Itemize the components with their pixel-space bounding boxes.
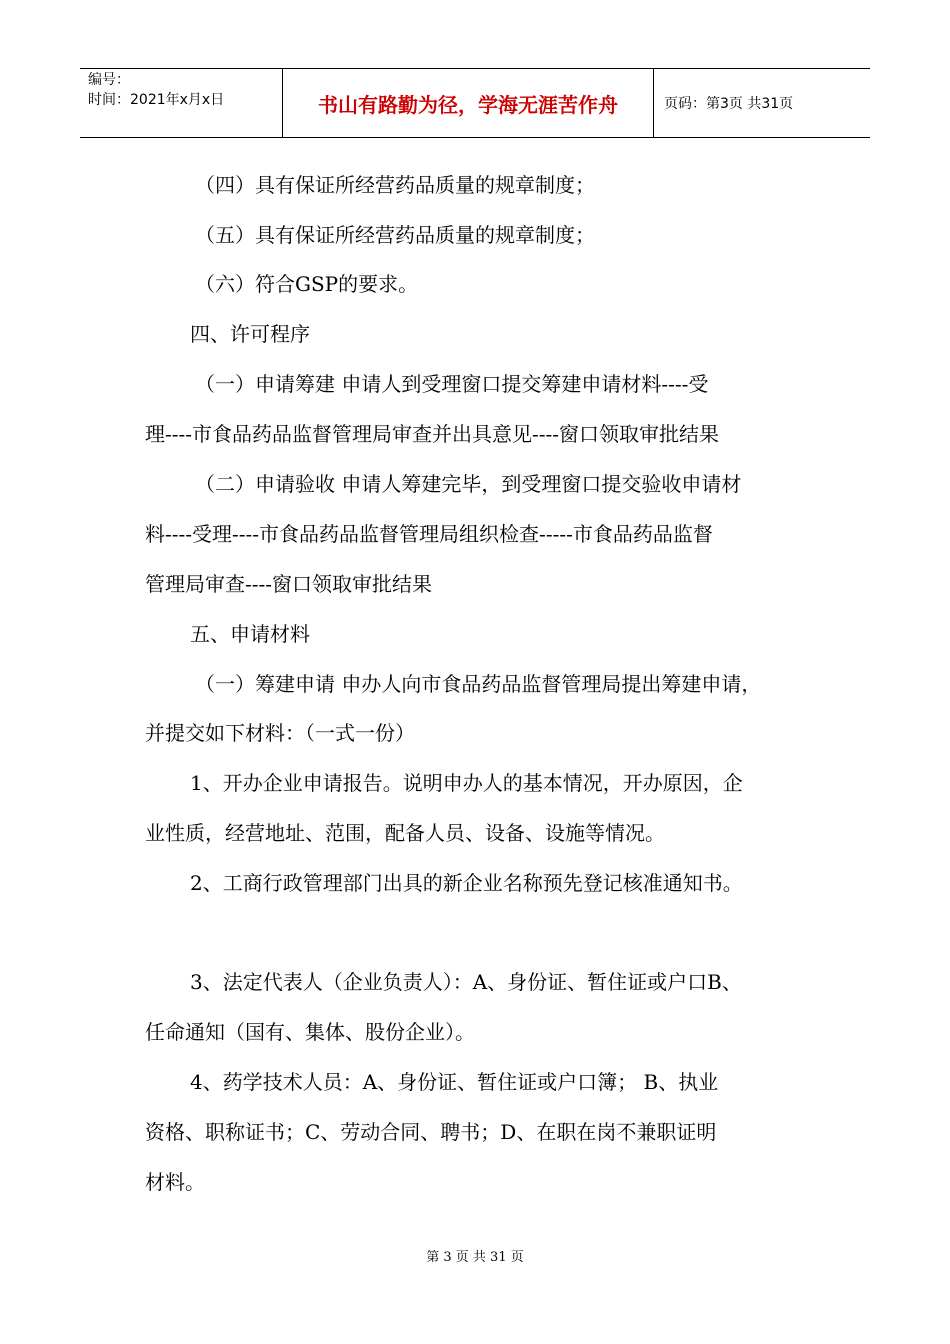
- body-line: 理----市食品药品监督管理局审查并出具意见----窗口领取审批结果: [145, 422, 720, 446]
- body-line: 材料。: [145, 1170, 205, 1194]
- section-heading: 五、申请材料: [190, 622, 310, 646]
- body-line: （六）符合GSP的要求。: [195, 272, 419, 296]
- body-line: 料----受理----市食品药品监督管理局组织检查-----市食品药品监督: [145, 522, 713, 546]
- section-heading: 四、许可程序: [190, 322, 310, 346]
- body-line: （一）筹建申请 申办人向市食品药品监督管理局提出筹建申请，: [195, 672, 762, 696]
- body-line: 2、工商行政管理部门出具的新企业名称预先登记核准通知书。: [190, 871, 743, 895]
- header-motto: 书山有路勤为径，学海无涯苦作舟: [283, 69, 654, 137]
- body-line: （四）具有保证所经营药品质量的规章制度；: [195, 173, 595, 197]
- body-line: 3、法定代表人（企业负责人）：A、身份证、暂住证或户口B、: [190, 970, 742, 994]
- document-date-label: 时间：2021年x月x日: [88, 92, 225, 108]
- body-line: 4、药学技术人员：A、身份证、暂住证或户口簿； B、执业: [190, 1070, 719, 1094]
- body-line: （五）具有保证所经营药品质量的规章制度；: [195, 223, 595, 247]
- body-line: 管理局审查----窗口领取审批结果: [145, 572, 433, 596]
- body-line: 业性质，经营地址、范围，配备人员、设备、设施等情况。: [145, 821, 665, 845]
- body-line: 任命通知（国有、集体、股份企业）。: [145, 1020, 475, 1044]
- page-header: [80, 68, 870, 138]
- body-line: （一）申请筹建 申请人到受理窗口提交筹建申请材料----受: [195, 372, 709, 396]
- header-page-number: 页码：第3页 共31页: [664, 96, 794, 112]
- body-line: 资格、职称证书；C、劳动合同、聘书；D、在职在岗不兼职证明: [145, 1120, 717, 1144]
- body-line: （二）申请验收 申请人筹建完毕，到受理窗口提交验收申请材: [195, 472, 742, 496]
- page-footer: 第 3 页 共 31 页: [426, 1250, 524, 1265]
- document-number-label: 编号：: [88, 72, 130, 88]
- body-line: 1、开办企业申请报告。说明申办人的基本情况，开办原因，企: [190, 771, 743, 795]
- body-line: 并提交如下材料：（一式一份）: [145, 721, 415, 745]
- header-meta-cell: [80, 69, 283, 137]
